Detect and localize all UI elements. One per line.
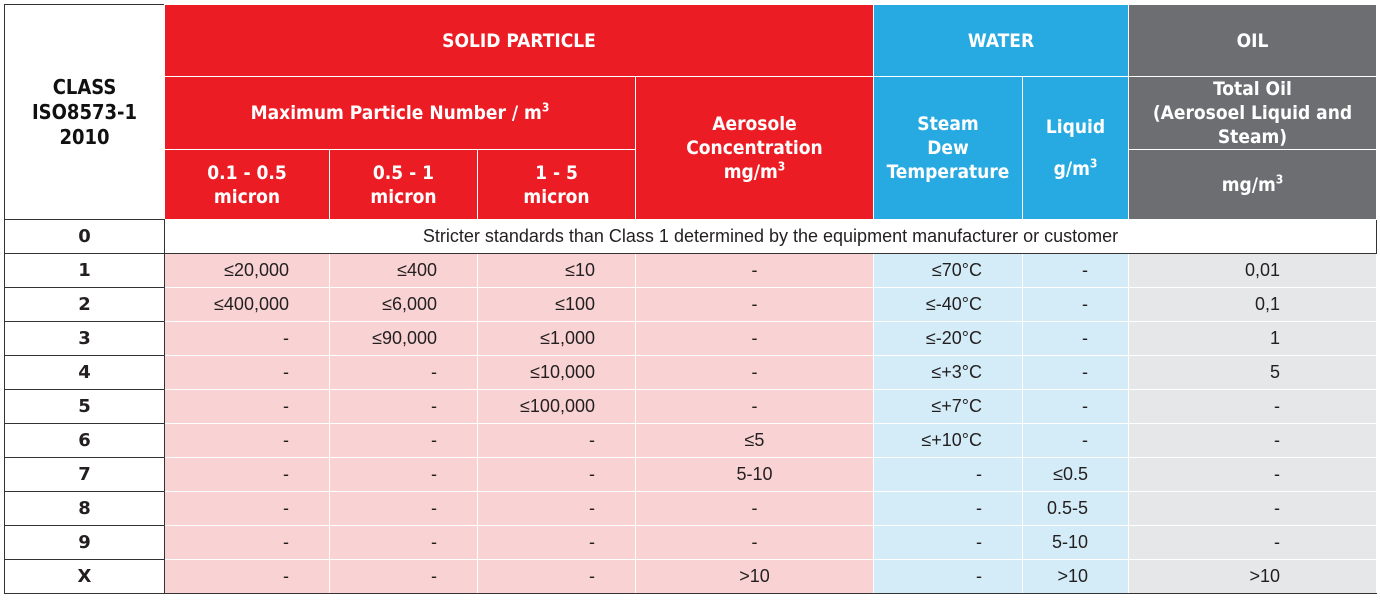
class-0-note: Stricter standards than Class 1 determined by the equipment manufacturer or customer <box>165 220 1377 254</box>
total-oil-header <box>1129 77 1377 150</box>
class-row-7 <box>5 458 1377 492</box>
aerosole-cell: - <box>636 254 874 288</box>
aerosole-label-2: Concentration <box>686 137 823 159</box>
steam-dew-cell: ≤+3°C <box>874 356 1023 390</box>
particle-1-5-cell: - <box>478 458 636 492</box>
aerosole-cell: - <box>636 322 874 356</box>
particle-0.1-0.5-cell: - <box>165 322 330 356</box>
total-oil-cell: - <box>1129 526 1377 560</box>
aerosole-cell: - <box>636 288 874 322</box>
particle-1-5-cell: - <box>478 492 636 526</box>
class-row-2 <box>5 288 1377 322</box>
particle-0.5-1-cell: ≤90,000 <box>330 322 478 356</box>
iso-8573-class-table <box>4 4 1377 594</box>
aerosole-cell: - <box>636 356 874 390</box>
class-row-4 <box>5 356 1377 390</box>
size-0.1-0.5-header: 0.1 - 0.5 micron <box>165 150 330 220</box>
particle-0.1-0.5-cell: - <box>165 356 330 390</box>
class-cell: 6 <box>5 424 165 458</box>
class-row-X <box>5 560 1377 594</box>
particle-0.5-1-cell: - <box>330 492 478 526</box>
class-row-1 <box>5 254 1377 288</box>
particle-0.5-1-cell: - <box>330 424 478 458</box>
liquid-cell: - <box>1023 356 1129 390</box>
particle-0.1-0.5-cell: - <box>165 526 330 560</box>
particle-1-5-cell: ≤10,000 <box>478 356 636 390</box>
class-cell: 5 <box>5 390 165 424</box>
steam-dew-cell: - <box>874 458 1023 492</box>
class-row-9 <box>5 526 1377 560</box>
particle-1-5-cell: - <box>478 560 636 594</box>
class-rows <box>5 254 1377 594</box>
steam-label-2: Dew <box>927 137 969 159</box>
liquid-header <box>1023 77 1129 220</box>
particle-1-5-cell: ≤10 <box>478 254 636 288</box>
particle-0.1-0.5-cell: ≤400,000 <box>165 288 330 322</box>
total-oil-cell: - <box>1129 390 1377 424</box>
class-row-8 <box>5 492 1377 526</box>
size-1-5-header: 1 - 5 micron <box>478 150 636 220</box>
liquid-cell: - <box>1023 390 1129 424</box>
class-cell: 0 <box>5 220 165 254</box>
particle-1-5-cell: ≤1,000 <box>478 322 636 356</box>
particle-0.5-1-cell: ≤6,000 <box>330 288 478 322</box>
steam-dew-cell: ≤+10°C <box>874 424 1023 458</box>
liquid-cell: 5-10 <box>1023 526 1129 560</box>
steam-dew-cell: ≤-40°C <box>874 288 1023 322</box>
particle-1-5-cell: ≤100,000 <box>478 390 636 424</box>
class-cell: 3 <box>5 322 165 356</box>
size-0.5-1-header: 0.5 - 1 micron <box>330 150 478 220</box>
liquid-cell: ≤0.5 <box>1023 458 1129 492</box>
particle-0.1-0.5-cell: - <box>165 560 330 594</box>
particle-0.1-0.5-cell: - <box>165 458 330 492</box>
steam-dew-cell: ≤-20°C <box>874 322 1023 356</box>
liquid-cell: - <box>1023 288 1129 322</box>
water-header: WATER <box>874 5 1129 77</box>
liquid-cell: >10 <box>1023 560 1129 594</box>
max-particle-header <box>165 77 636 150</box>
liquid-label: Liquid <box>1045 116 1106 138</box>
class-row-6 <box>5 424 1377 458</box>
total-oil-cell: 0,01 <box>1129 254 1377 288</box>
steam-dew-cell: ≤70°C <box>874 254 1023 288</box>
particle-1-5-cell: ≤100 <box>478 288 636 322</box>
particle-0.1-0.5-cell: - <box>165 492 330 526</box>
total-oil-cell: 5 <box>1129 356 1377 390</box>
particle-1-5-cell: - <box>478 424 636 458</box>
particle-0.5-1-cell: - <box>330 526 478 560</box>
aerosole-header <box>636 77 874 220</box>
aerosole-cell: - <box>636 492 874 526</box>
aerosole-cell: - <box>636 390 874 424</box>
class-cell: 8 <box>5 492 165 526</box>
particle-0.1-0.5-cell: - <box>165 424 330 458</box>
particle-1-5-cell: - <box>478 526 636 560</box>
aerosole-label-1: Aerosole <box>712 113 797 135</box>
particle-0.5-1-cell: - <box>330 390 478 424</box>
max-particle-sup: 3 <box>541 100 550 115</box>
class-cell: 7 <box>5 458 165 492</box>
total-oil-cell: - <box>1129 458 1377 492</box>
total-oil-label-1: Total Oil <box>1213 78 1292 100</box>
class-row-0 <box>5 220 1377 254</box>
class-cell: X <box>5 560 165 594</box>
aerosole-unit: $mg/m^3$ <box>723 159 786 183</box>
solid-particle-header: SOLID PARTICLE <box>165 5 874 77</box>
class-cell: 4 <box>5 356 165 390</box>
total-oil-cell: >10 <box>1129 560 1377 594</box>
steam-dew-cell: - <box>874 526 1023 560</box>
steam-label-1: Steam <box>917 113 979 135</box>
class-cell: 2 <box>5 288 165 322</box>
class-cell: 1 <box>5 254 165 288</box>
class-row-3 <box>5 322 1377 356</box>
class-label-line-3: 2010 <box>59 124 110 149</box>
class-cell: 9 <box>5 526 165 560</box>
max-particle-label: Maximum Particle Number / m <box>250 102 542 124</box>
oil-unit-header: $mg/m^3$ <box>1129 150 1377 220</box>
aerosole-cell: >10 <box>636 560 874 594</box>
steam-dew-header <box>874 77 1023 220</box>
total-oil-cell: 0,1 <box>1129 288 1377 322</box>
class-row-5 <box>5 390 1377 424</box>
steam-dew-cell: ≤+7°C <box>874 390 1023 424</box>
total-oil-cell: - <box>1129 492 1377 526</box>
particle-0.5-1-cell: - <box>330 458 478 492</box>
total-oil-cell: 1 <box>1129 322 1377 356</box>
liquid-cell: - <box>1023 424 1129 458</box>
particle-0.5-1-cell: - <box>330 560 478 594</box>
particle-0.1-0.5-cell: - <box>165 390 330 424</box>
liquid-cell: - <box>1023 322 1129 356</box>
particle-0.1-0.5-cell: ≤20,000 <box>165 254 330 288</box>
class-header <box>5 5 165 220</box>
liquid-unit: $g/m^3$ <box>1053 156 1098 180</box>
aerosole-cell: - <box>636 526 874 560</box>
liquid-cell: - <box>1023 254 1129 288</box>
particle-0.5-1-cell: ≤400 <box>330 254 478 288</box>
total-oil-label-2: (Aerosoel Liquid and Steam) <box>1152 102 1353 148</box>
steam-label-3: Temperature <box>886 161 1010 183</box>
steam-dew-cell: - <box>874 560 1023 594</box>
total-oil-cell: - <box>1129 424 1377 458</box>
aerosole-cell: 5-10 <box>636 458 874 492</box>
class-label-line-1: CLASS <box>52 74 117 99</box>
class-label-line-2: ISO8573-1 <box>31 99 137 124</box>
liquid-cell: 0.5-5 <box>1023 492 1129 526</box>
steam-dew-cell: - <box>874 492 1023 526</box>
aerosole-cell: ≤5 <box>636 424 874 458</box>
particle-0.5-1-cell: - <box>330 356 478 390</box>
oil-header: OIL <box>1129 5 1377 77</box>
